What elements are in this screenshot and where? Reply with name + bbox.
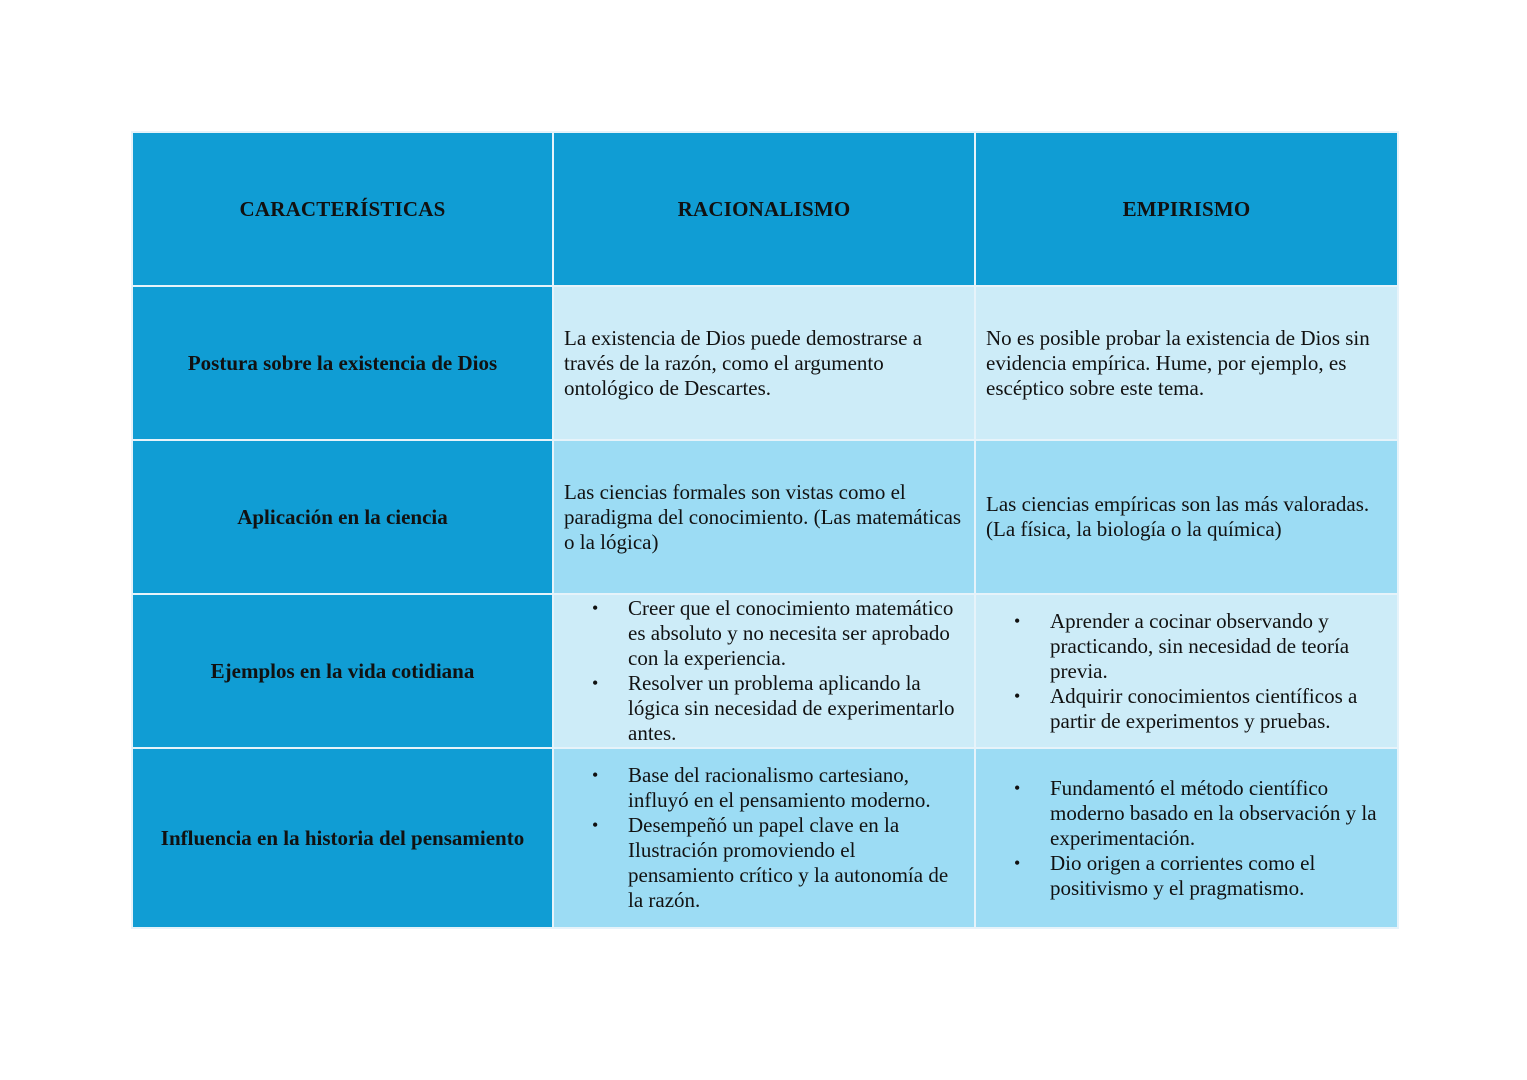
bullet-list <box>564 596 964 746</box>
table-row <box>132 286 1398 440</box>
header-racionalismo: RACIONALISMO <box>553 132 975 286</box>
bullet-list <box>564 763 964 913</box>
header-empirismo: EMPIRISMO <box>975 132 1398 286</box>
list-item <box>592 596 964 671</box>
cell-empirismo <box>975 594 1398 748</box>
row-label: Postura sobre la existencia de Dios <box>132 286 553 440</box>
cell-racionalismo <box>553 748 975 928</box>
cell-empirismo: Las ciencias empíricas son las más valoradas. (La física, la biología o la química) <box>975 440 1398 594</box>
bullet-icon: • <box>592 598 599 618</box>
row-label: Aplicación en la ciencia <box>132 440 553 594</box>
bullet-icon: • <box>1014 610 1021 631</box>
bullet-list <box>986 776 1387 901</box>
bullet-icon: • <box>592 765 599 785</box>
list-item-text: Dio origen a corrientes como el positivismo y el pragmatismo. <box>1050 850 1316 900</box>
cell-racionalismo: Las ciencias formales son vistas como el paradigma del conocimiento. (Las matemáticas o la lógica) <box>553 440 975 594</box>
list-item-text: Creer que el conocimiento matemático es absoluto y no necesita ser aprobado con la experiencia. <box>628 596 954 670</box>
list-item <box>592 813 964 913</box>
header-caracteristicas: CARACTERÍSTICAS <box>132 132 553 286</box>
cell-racionalismo: La existencia de Dios puede demostrarse a través de la razón, como el argumento ontológico de Descartes. <box>553 286 975 440</box>
comparison-table <box>131 131 1399 929</box>
list-item <box>592 671 964 746</box>
list-item-text: Resolver un problema aplicando la lógica sin necesidad de experimentarlo antes. <box>628 671 955 745</box>
table-header-row <box>132 132 1398 286</box>
table-row <box>132 748 1398 928</box>
bullet-icon: • <box>1014 852 1021 873</box>
bullet-icon: • <box>592 673 599 693</box>
list-item-text: Aprender a cocinar observando y practicando, sin necesidad de teoría previa. <box>1050 608 1350 683</box>
row-label: Ejemplos en la vida cotidiana <box>132 594 553 748</box>
list-item-text: Fundamentó el método científico moderno basado en la observación y la experimentación. <box>1050 775 1377 850</box>
bullet-icon: • <box>1014 685 1021 706</box>
table-row <box>132 594 1398 748</box>
list-item-text: Base del racionalismo cartesiano, influyó en el pensamiento moderno. <box>628 763 931 812</box>
list-item <box>1014 683 1387 734</box>
list-item-text: Desempeñó un papel clave en la Ilustración promoviendo el pensamiento crítico y la autonomía de la razón. <box>628 813 949 912</box>
cell-empirismo: No es posible probar la existencia de Dios sin evidencia empírica. Hume, por ejemplo, es escéptico sobre este tema. <box>975 286 1398 440</box>
row-label: Influencia en la historia del pensamiento <box>132 748 553 928</box>
bullet-list <box>986 609 1387 734</box>
list-item <box>592 763 964 813</box>
list-item <box>1014 850 1387 901</box>
list-item <box>1014 608 1387 684</box>
list-item <box>1014 775 1387 851</box>
bullet-icon: • <box>1014 777 1021 798</box>
table-row <box>132 440 1398 594</box>
list-item-text: Adquirir conocimientos científicos a partir de experimentos y pruebas. <box>1050 683 1358 733</box>
bullet-icon: • <box>592 815 599 835</box>
cell-empirismo <box>975 748 1398 928</box>
cell-racionalismo <box>553 594 975 748</box>
